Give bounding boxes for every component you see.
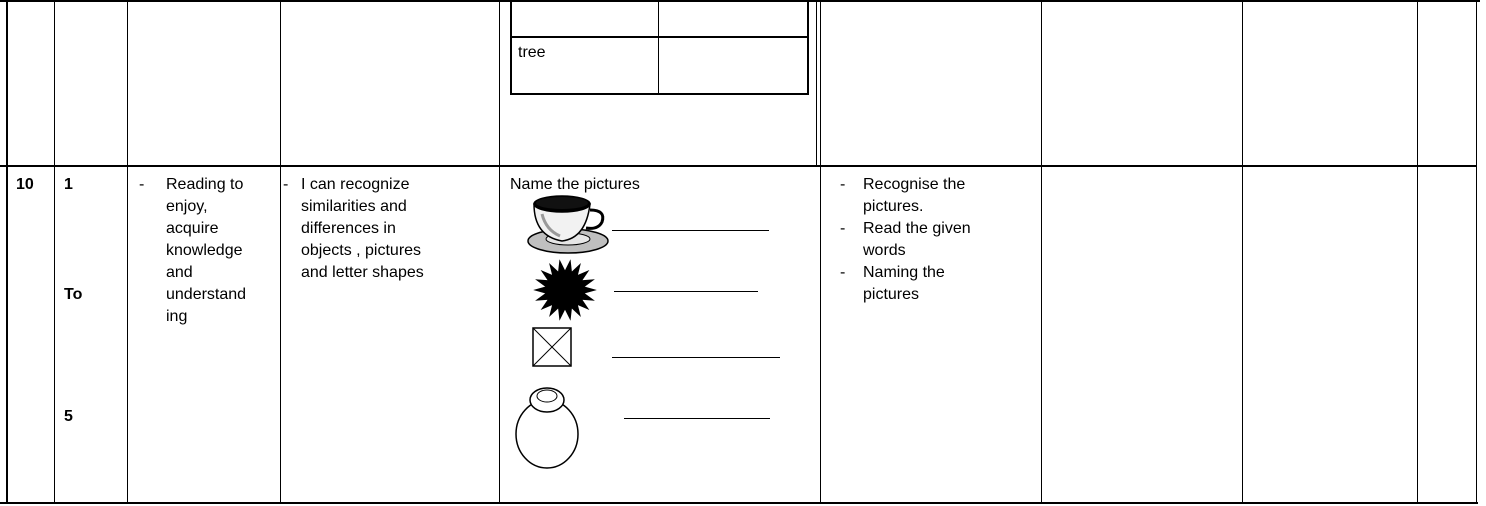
sun-icon <box>526 260 604 320</box>
answer-line <box>624 418 770 419</box>
week-number: 10 <box>16 176 34 193</box>
outcome-line: similarities and <box>301 198 407 215</box>
strand-bullet: - <box>139 176 145 193</box>
lesson-until: 5 <box>64 408 73 425</box>
answer-line <box>612 357 780 358</box>
col-line-6 <box>1041 0 1042 504</box>
col-line-3 <box>280 0 281 504</box>
method-line: Naming the <box>863 264 945 281</box>
lesson-from: 1 <box>64 176 73 193</box>
strand-line: knowledge <box>166 242 243 259</box>
table-bottom-border <box>0 502 1478 504</box>
answer-line <box>614 291 758 292</box>
outcome-line: objects , pictures <box>301 242 422 259</box>
col-line-9 <box>1476 0 1477 504</box>
outcome-line: and letter shapes <box>301 264 424 281</box>
method-line: pictures. <box>863 198 924 215</box>
cup-icon <box>520 194 610 256</box>
method-line: Read the given <box>863 220 971 237</box>
method-bullet: - <box>840 220 846 237</box>
answer-line <box>612 230 769 231</box>
col-line-5a <box>816 0 817 165</box>
row-divider <box>0 165 1476 167</box>
strand-line: and <box>166 264 193 281</box>
box-icon <box>532 327 572 367</box>
method-line: pictures <box>863 286 920 303</box>
method-bullet: - <box>840 176 846 193</box>
inner-table-word: tree <box>518 44 546 61</box>
col-line-4 <box>499 0 500 504</box>
col-line-1 <box>54 0 55 504</box>
strand-line: Reading to <box>166 176 244 193</box>
outcome-bullet: - <box>283 176 289 193</box>
strand-line: enjoy, <box>166 198 208 215</box>
pot-icon <box>514 384 580 470</box>
method-bullet: - <box>840 264 846 281</box>
strand-line: ing <box>166 308 188 325</box>
col-line-8 <box>1417 0 1418 504</box>
method-line: words <box>863 242 906 259</box>
method-line: Recognise the <box>863 176 966 193</box>
outcome-line: differences in <box>301 220 396 237</box>
activity-title: Name the pictures <box>510 176 640 193</box>
lesson-to: To <box>64 286 83 303</box>
col-line-0 <box>6 0 8 504</box>
col-line-2 <box>127 0 128 504</box>
col-line-5b <box>820 0 821 504</box>
strand-line: understand <box>166 286 247 303</box>
table-top-border <box>0 0 1480 2</box>
col-line-7 <box>1242 0 1243 504</box>
outcome-line: I can recognize <box>301 176 410 193</box>
strand-line: acquire <box>166 220 219 237</box>
